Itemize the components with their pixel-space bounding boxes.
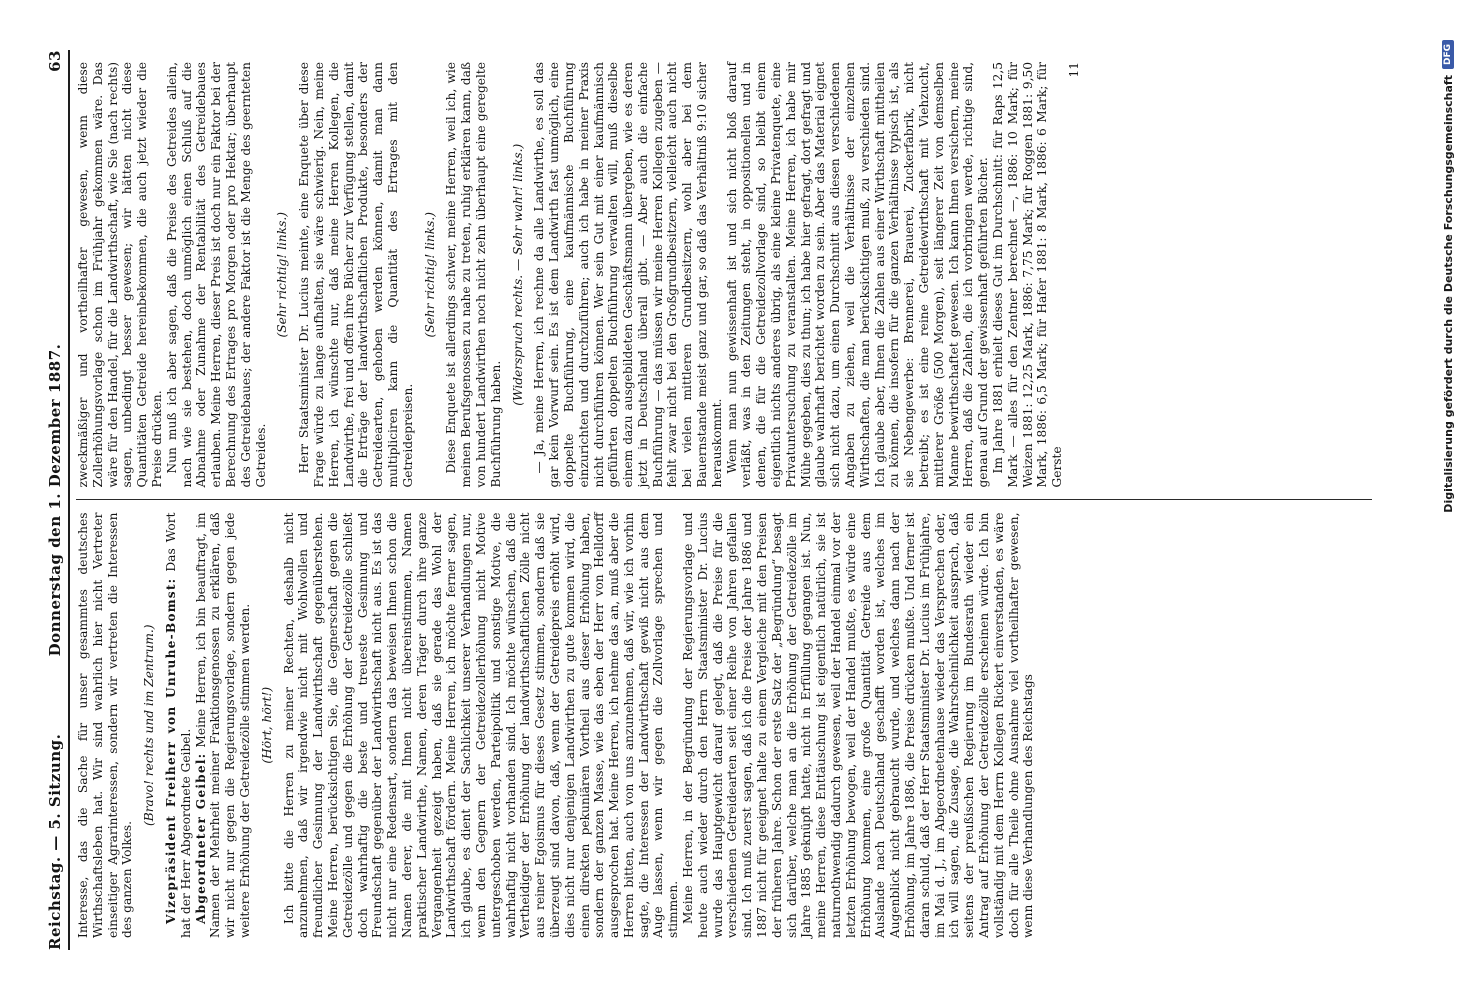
paragraph: Meine Herren, in der Begründung der Regierungsvorlage und heute auch wieder durch den Herrn Staatsminister Dr. Lucius wurde das Hauptgewicht darauf gelegt, daß die Preise für die verschiedenen Getreidearten seit einer Reihe von Jahren gefallen sind. Ich muß zuerst sagen, daß ich die Preise der Jahre 1886 und 1887 nicht für geeignet halte zu einem Vergleiche mit den Preisen der früheren Jahre. Schon der erste Satz der „Begründung“ besagt sich darüber, welche man an die Erhöhung der Getreidezölle im Jahre 1885 geknüpft hatte, nicht in Erfüllung gegangen ist. Nun, meine Herren, diese Enttäuschung ist eigentlich natürlich, sie ist naturnothwendig dadurch gewesen, weil der Handel einmal vor der letzten Erhöhung bewogen, weil der Handel mußte, es würde eine Erhöhung kommen, eine große Quantität Getreide aus dem Auslande nach Deutschland geschafft worden ist, welches im Augenblick nicht gebraucht wurde, und welches dann nach der Erhöhung, im Jahre 1886, die Preise drücken mußte. Und ferner ist daran schuld, daß der Herr Staatsminister Dr. Lucius im Frühjahre, im Mai d. J., im Abgeordnetenhause wieder das Versprechen oder, ich will sagen, die Zusage, die Wahrscheinlichkeit aussprach, daß seitens der preußischen Regierung im Bundesrath wieder ein Antrag auf Erhöhung der Getreidezölle erscheinen würde. Ich bin vollständig mit dem Herrn Kollegen Rickert einverstanden, es wäre doch für alle Theile ohne Ausnahme viel vortheilhafter gewesen, wenn diese Verhandlungen des Reichstags bbox=[681, 512, 1036, 938]
paragraph: Im Jahre 1881 erhielt dieses Gut im Durchschnitt: für Raps 12,5 Mark — alles für den Zentner berechnet —, 1886: 10 Mark; für Weizen 1881: 12,25 Mark, 1886: 7,75 Mark; für Roggen 1881: 9,50 Mark, 1886: 6,5 Mark; für Hafer 1881: 8 Mark, 1886: 6 Mark; für Gerste bbox=[991, 62, 1065, 488]
sheet-signature: 11 bbox=[1067, 62, 1081, 78]
paragraph: Nun muß ich aber sagen, daß die Preise des Getreides allein, nach wie sie bestehen, doch unmöglich einen Schluß auf die Abnahme oder Zunahme der Rentabilität des Getreidebaues erlauben. Meine Herren, dieser Preis ist doch nur ein Faktor bei der Berechnung des Ertrages pro Morgen oder pro Hektar; überhaupt des Getreidebaues; der andere Faktor ist die Menge des geernteten Getreides. bbox=[164, 62, 268, 488]
page-rotated-content bbox=[8, 8, 1380, 992]
page-number: 63 bbox=[46, 50, 64, 72]
speaker-name: Abgeordneter Geibel: bbox=[193, 752, 208, 924]
header-left: Reichstag. — 5. Sitzung. bbox=[46, 733, 64, 950]
reaction: (Bravo! rechts und im Zentrum.) bbox=[142, 624, 157, 827]
funding-notice bbox=[1388, 40, 1455, 980]
dfg-logo: DFG bbox=[1442, 40, 1454, 69]
reaction: (Sehr richtig! links.) bbox=[275, 211, 290, 338]
paragraph bbox=[164, 513, 194, 939]
text-columns bbox=[76, 50, 1372, 950]
funding-notice-rotated bbox=[1428, 40, 1468, 980]
column-left bbox=[76, 501, 1372, 951]
speaker-name: Vizepräsident Freiherr von Unruhe-Bomst: bbox=[163, 577, 178, 924]
column-right bbox=[76, 50, 1372, 501]
speech-text: Meine Herren, ich bin beauftragt, im Namen der Mehrheit meiner Fraktionsgenossen zu erklären, daß wir nicht nur gegen die Regierungsvorlage, sondern gegen jede weitere Erhöhung der Getreidezölle stimmen werden. bbox=[193, 512, 252, 938]
paragraph: Herr Staatsminister Dr. Lucius meinte, eine Enquete über diese Frage würde zu lange aufhalten, sie wäre schwierig. Nein, meine Herren, ich wünschte nur, daß meine Herren Kollegen, die Landwirthe, frei und offen ihre Bücher zur Verfügung stellen, damit die Erträge der landwirthschaftlichen Produkte, besonders der Getreidearten, gehoben werden können, damit man dann multipliciren kann die Quantität des Ertrages mit den Getreidepreisen. bbox=[297, 62, 415, 488]
running-header bbox=[38, 50, 70, 950]
scanned-page bbox=[8, 8, 1380, 992]
document-sheet bbox=[8, 8, 1380, 992]
funding-notice-text: Digitalisierung gefördert durch die Deutsche Forschungsgemeinschaft bbox=[1441, 75, 1455, 513]
reaction: (Widerspruch rechts. — Sehr wahr! links.) bbox=[510, 143, 525, 406]
paragraph: Ich bitte die Herren zu meiner Rechten, deshalb nicht anzunehmen, daß wir irgendwie nicht mit Wohlwollen und freundlicher Gesinnung der Landwirthschaft gegenüberstehen. Meine Herren, berücksichtigen Sie, die Gegnerschaft gegen die Getreidezölle und gegen die Erhöhung der Getreidezölle schließt doch wahrhaftig die beste und treueste Gesinnung und Freundschaft gegenüber der Landwirthschaft nicht aus. Es ist das nicht nur eine Redensart, sondern das beweisen Ihnen schon die Namen derer, die mit Ihnen nicht übereinstimmen, Namen praktischer Landwirthe, Namen, deren Träger durch ihre ganze Vergangenheit gezeigt haben, daß sie gerade das Wohl der Landwirthschaft fördern. Meine Herren, ich möchte ferner sagen, ich glaube, es dient der Sachlichkeit unserer Verhandlungen nur, wenn den Gegnern der Getreidezollerhöhung nicht Motive untergeschoben werden, Parteipolitik und sonstige Motive, die wahrhaftig nicht vorhanden sind. Ich möchte wünschen, daß die Vertheidiger der Erhöhung der landwirthschaftlichen Zölle nicht aus reiner Egoismus für dieses Gesetz stimmen, sondern daß sie überzeugt sind davon, daß, wenn der Getreidepreis erhöht wird, dies nicht nur denjenigen Landwirthen zu gute kommen wird, die einen direkten pekuniären Vortheil aus dieser Erhöhung haben, sondern der ganzen Masse, wie das eben der Herr von Helldorff ausgesprochen hat. Meine Herren, ich nehme das an, muß aber die Herren bitten, auch von uns anzunehmen, daß wir, wie ich vorhin sagte, die Interessen der Landwirthschaft gewiß nicht aus dem Auge lassen, wenn wir gegen die Zollvorlage sprechen und stimmen. bbox=[281, 512, 681, 938]
paragraph bbox=[194, 513, 253, 939]
paragraph: Diese Enquete ist allerdings schwer, meine Herren, weil ich, wie meinen Berufsgenossen zu nahe zu treten, ruhig erklären kann, daß von hundert Landwirthen noch nicht zehn überhaupt eine geregelte Buchführung haben. bbox=[444, 62, 503, 488]
header-date: Donnerstag den 1. Dezember 1887. bbox=[46, 343, 64, 657]
reaction: (Sehr richtig! links.) bbox=[422, 211, 437, 338]
speech-text: Das Wort hat der Herr Abgeordnete Geibel. bbox=[163, 512, 193, 938]
reaction: (Hört, hört!) bbox=[259, 686, 274, 764]
paragraph: Wenn man nun gewissenhaft ist und sich nicht bloß darauf verläßt, was in den Zeitungen steht, in oppositionellen und in denen, die für die Getreidezollvorlage sind, so bleibt einem eigentlich nichts anderes übrig, als eine kleine Privatenquete, eine Privatuntersuchung zu veranstalten. Meine Herren, ich habe mir Mühe gegeben, dies zu thun; ich habe hier gefragt, dort gefragt und glaube wahrhaft berichtet worden zu sein. Aber das Material eignet sich nicht dazu, um einen Durchschnitt aus diesen verschiedenen Angaben zu ziehen, weil die Verhältnisse der einzelnen Wirthschaften, die man berücksichtigen muß, zu verschieden sind. Ich glaube aber, Ihnen die Zahlen aus einer Wirthschaft mittheilen zu können, die insofern für die ganzen Verhältnisse typisch ist, als sie Nebengewerbe: Brennerei, Brauerei, Zuckerfabrik, nicht betreibt; es ist eine reine Getreidewirthschaft mit Viehzucht, mittlerer Größe (500 Morgen), seit längerer Zeit von demselben Manne bewirthschaftet gewesen. Ich kann Ihnen versichern, meine Herren, daß die Zahlen, die ich vorbringen werde, richtige sind, genau auf Grund der gewissenhaft geführten Bücher. bbox=[724, 62, 991, 488]
paragraph: — Ja, meine Herren, ich rechne da alle Landwirthe, es soll das gar kein Vorwurf sein. Es ist dem Landwirth fast unmöglich, eine doppelte Buchführung, eine kaufmännische Buchführung einzurichten und durchzuführen; auch ich habe in meiner Praxis nicht durchführen können. Wer sein Gut mit einer kaufmännisch geführten doppelten Buchführung verwalten will, muß dieselbe einem dazu ausgebildeten Geschäftsmann übergeben, wie es deren jetzt in Deutschland überall gibt. — Aber auch die einfache Buchführung — das müssen wir meine Herren Kollegen zugeben — fehlt zwar nicht bei den Großgrundbesitzern, vielleicht auch nicht bei vielen mittleren Grundbesitzern, wohl aber bei dem Bauernstande meist ganz und gar, so daß das Verhältniß 9:10 sicher herauskommt. bbox=[532, 62, 724, 488]
paragraph: zweckmäßiger und vortheilhafter gewesen, wenn diese Zollerhöhungsvorlage schon im Frühjahr gekommen wäre. Das wäre für den Handel, für die Landwirthschaft, wie Sie (nach rechts) sagen, unbedingt besser gewesen; wir hätten nicht diese Quantitäten Getreide hereinbekommen, die auch jetzt wieder die Preise drücken. bbox=[76, 62, 164, 488]
paragraph: Interesse, das die Sache für unser gesammtes deutsches Wirthschaftsleben hat. Wir sind wahrlich hier nicht Vertreter einseitiger Agrarinteressen, sondern wir vertreten die Interessen des ganzen Volkes. bbox=[76, 512, 135, 938]
